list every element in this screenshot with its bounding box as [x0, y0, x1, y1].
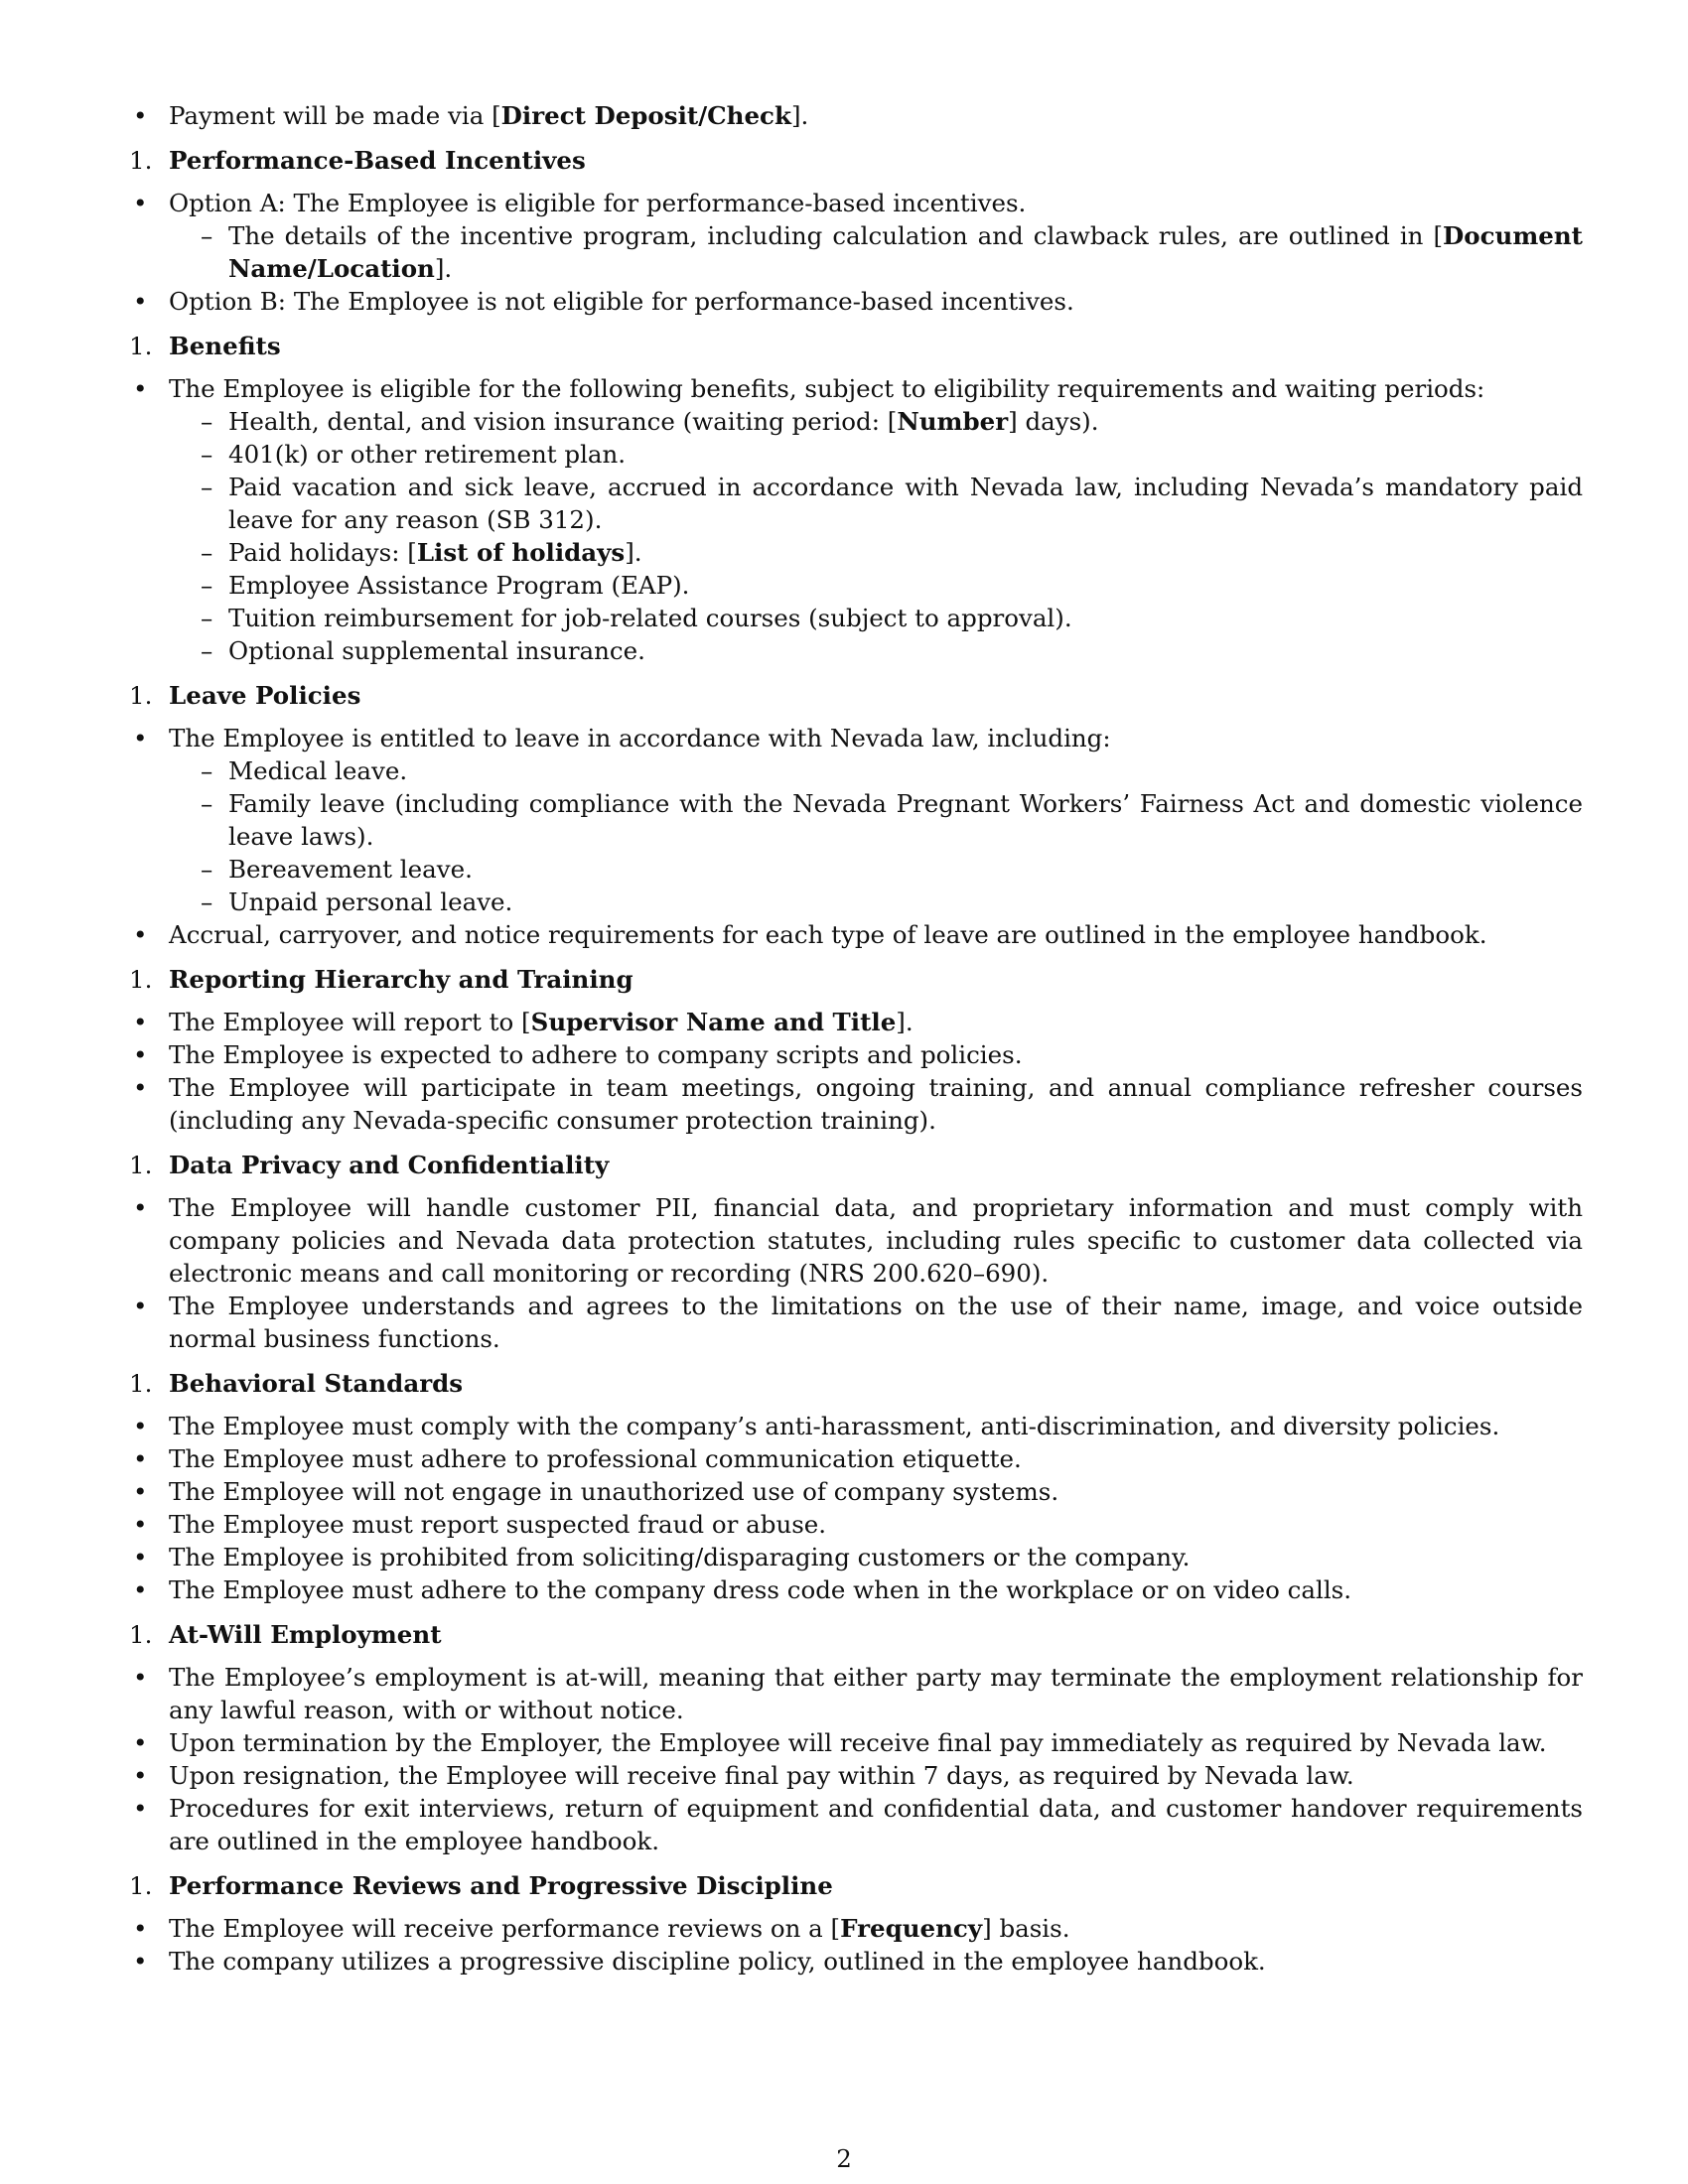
- list-item: • The Employee understands and agrees to the limitations on the use of their name, image, and voice outside normal business functions.: [129, 1290, 1583, 1355]
- sub-list-item: – Optional supplemental insurance.: [129, 634, 1583, 667]
- list-item: • Procedures for exit interviews, return of equipment and confidential data, and customer handover requirements are outlined in the employee handbook.: [129, 1792, 1583, 1857]
- benefits-list: [129, 372, 1583, 667]
- list-item: • The Employee will report to [Supervisor Name and Title].: [129, 1006, 1583, 1038]
- list-item: • The Employee must adhere to the company dress code when in the workplace or on video calls.: [129, 1573, 1583, 1606]
- section-heading-atwill: 1. At-Will Employment: [129, 1620, 442, 1649]
- reviews-list: [129, 1912, 1583, 1978]
- leave-list: [129, 722, 1583, 951]
- privacy-list: [129, 1191, 1583, 1355]
- list-item: • The Employee is entitled to leave in accordance with Nevada law, including:: [129, 722, 1583, 754]
- list-item: • The Employee will participate in team meetings, ongoing training, and annual compliance refresher courses (including any Nevada-specific consumer protection training).: [129, 1071, 1583, 1137]
- list-item: • Option B: The Employee is not eligible for performance-based incentives.: [129, 285, 1583, 318]
- list-item: • The Employee will receive performance reviews on a [Frequency] basis.: [129, 1912, 1583, 1945]
- list-item: • The company utilizes a progressive discipline policy, outlined in the employee handbook.: [129, 1945, 1583, 1978]
- list-item: • Upon resignation, the Employee will receive final pay within 7 days, as required by Nevada law.: [129, 1759, 1583, 1792]
- sub-list-item: – Paid vacation and sick leave, accrued in accordance with Nevada law, including Nevada’s mandatory paid leave for any reason (SB 312).: [129, 471, 1583, 536]
- sub-list-item: – Paid holidays: [List of holidays].: [129, 536, 1583, 569]
- list-item: • Option A: The Employee is eligible for performance-based incentives.: [129, 187, 1583, 219]
- list-item: • The Employee must adhere to professional communication etiquette.: [129, 1442, 1583, 1475]
- list-item: • The Employee must comply with the company’s anti-harassment, anti-discrimination, and diversity policies.: [129, 1410, 1583, 1442]
- list-item: • The Employee’s employment is at-will, meaning that either party may terminate the employment relationship for any lawful reason, with or without notice.: [129, 1661, 1583, 1726]
- list-item: • Upon termination by the Employer, the Employee will receive final pay immediately as required by Nevada law.: [129, 1726, 1583, 1759]
- sub-list-item: – The details of the incentive program, including calculation and clawback rules, are outlined in [Document Name/Location].: [129, 219, 1583, 285]
- list-item: • Payment will be made via [Direct Deposit/Check].: [129, 99, 1583, 132]
- list-item: • Accrual, carryover, and notice requirements for each type of leave are outlined in the employee handbook.: [129, 918, 1583, 951]
- list-item: • The Employee will not engage in unauthorized use of company systems.: [129, 1475, 1583, 1508]
- list-item: • The Employee is eligible for the following benefits, subject to eligibility requirements and waiting periods:: [129, 372, 1583, 405]
- section-heading-reporting: 1. Reporting Hierarchy and Training: [129, 965, 633, 994]
- section-heading-reviews: 1. Performance Reviews and Progressive Discipline: [129, 1871, 833, 1900]
- list-item: • The Employee is prohibited from soliciting/disparaging customers or the company.: [129, 1541, 1583, 1573]
- sub-list-item: – Health, dental, and vision insurance (waiting period: [Number] days).: [129, 405, 1583, 438]
- sub-list-item: – 401(k) or other retirement plan.: [129, 438, 1583, 471]
- sub-list-item: – Family leave (including compliance with the Nevada Pregnant Workers’ Fairness Act and domestic violence leave laws).: [129, 787, 1583, 853]
- reporting-list: [129, 1006, 1583, 1137]
- section-heading-privacy: 1. Data Privacy and Confidentiality: [129, 1151, 610, 1179]
- section-heading-incentives: 1. Performance-Based Incentives: [129, 146, 586, 175]
- sub-list-item: – Tuition reimbursement for job-related courses (subject to approval).: [129, 602, 1583, 634]
- list-item: • The Employee is expected to adhere to company scripts and policies.: [129, 1038, 1583, 1071]
- sub-list-item: – Unpaid personal leave.: [129, 886, 1583, 918]
- list-item: • The Employee must report suspected fraud or abuse.: [129, 1508, 1583, 1541]
- payment-list: [129, 99, 1583, 132]
- sub-list-item: – Bereavement leave.: [129, 853, 1583, 886]
- section-heading-behavior: 1. Behavioral Standards: [129, 1369, 464, 1398]
- incentives-list: [129, 187, 1583, 318]
- sub-list-item: – Employee Assistance Program (EAP).: [129, 569, 1583, 602]
- atwill-list: [129, 1661, 1583, 1857]
- list-item: • The Employee will handle customer PII, financial data, and proprietary information and must comply with company policies and Nevada data protection statutes, including rules specific to customer data collected via electronic means and call monitoring or recording (NRS 200.620–690).: [129, 1191, 1583, 1290]
- page-number: 2: [836, 2144, 852, 2173]
- section-heading-benefits: 1. Benefits: [129, 332, 281, 360]
- behavior-list: [129, 1410, 1583, 1606]
- sub-list-item: – Medical leave.: [129, 754, 1583, 787]
- section-heading-leave: 1. Leave Policies: [129, 681, 361, 710]
